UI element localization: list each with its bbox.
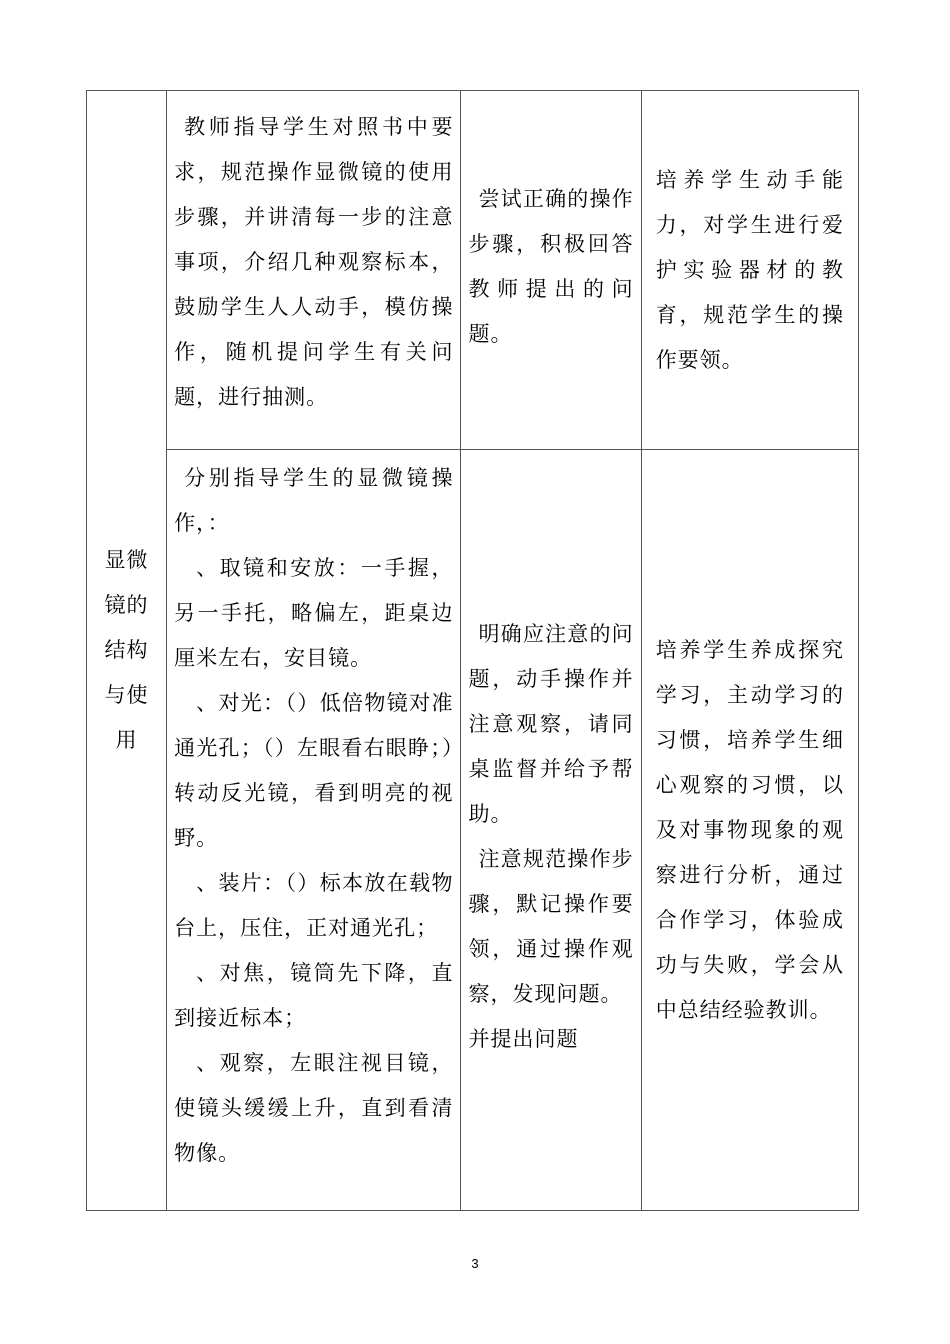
student-activity-text: 尝试正确的操作步骤，积极回答教师提出的问题。	[468, 187, 634, 346]
student-activity-cell	[461, 450, 641, 1211]
teacher-step-5: 、观察，左眼注视目镜，使镜头缓缓上升，直到看清物像。	[174, 1051, 454, 1165]
student-activity-text-3: 并提出问题	[468, 1027, 579, 1051]
student-activity-cell	[461, 91, 641, 450]
teacher-activity-intro: 分别指导学生的显微镜操作，：	[174, 466, 454, 535]
design-purpose-text: 培养学生养成探究学习，主动学习的习惯，培养学生细心观察的习惯，以及对事物现象的观察进行分析，通过合作学习，体验成功与失败，学会从中总结经验教训。	[655, 637, 844, 1022]
design-purpose-text: 培养学生动手能力，对学生进行爱护实验器材的教育，规范学生的操作要领。	[655, 167, 844, 372]
lesson-plan-table	[86, 90, 859, 1211]
teacher-step-4: 、对焦，镜筒先下降，直到接近标本；	[174, 961, 454, 1030]
teacher-step-2: 、对光：（）低倍物镜对准通光孔；（）左眼看右眼睁；）转动反光镜，看到明亮的视野。	[174, 691, 454, 850]
topic-label: 显微镜的结构与使用	[104, 548, 149, 752]
topic-cell	[87, 91, 167, 1211]
teacher-activity-cell	[167, 91, 461, 450]
teacher-activity-cell	[167, 450, 461, 1211]
page-number: 3	[471, 1256, 479, 1271]
student-activity-text-2: 注意规范操作步骤，默记操作要领，通过操作观察，发现问题。	[468, 847, 634, 1006]
design-purpose-cell	[641, 91, 858, 450]
teacher-step-3: 、装片：（）标本放在载物台上，压住，正对通光孔；	[174, 871, 454, 940]
table-row	[87, 450, 859, 1211]
teacher-activity-text: 教师指导学生对照书中要求，规范操作显微镜的使用步骤，并讲清每一步的注意事项，介绍几种观察标本，鼓励学生人人动手，模仿操作，随机提问学生有关问题，进行抽测。	[174, 114, 454, 409]
student-activity-text-1: 明确应注意的问题，动手操作并注意观察，请同桌监督并给予帮助。	[468, 622, 634, 826]
teacher-step-1: 、取镜和安放：一手握，另一手托，略偏左，距桌边厘米左右，安目镜。	[174, 556, 454, 670]
table-row	[87, 91, 859, 450]
design-purpose-cell	[641, 450, 858, 1211]
